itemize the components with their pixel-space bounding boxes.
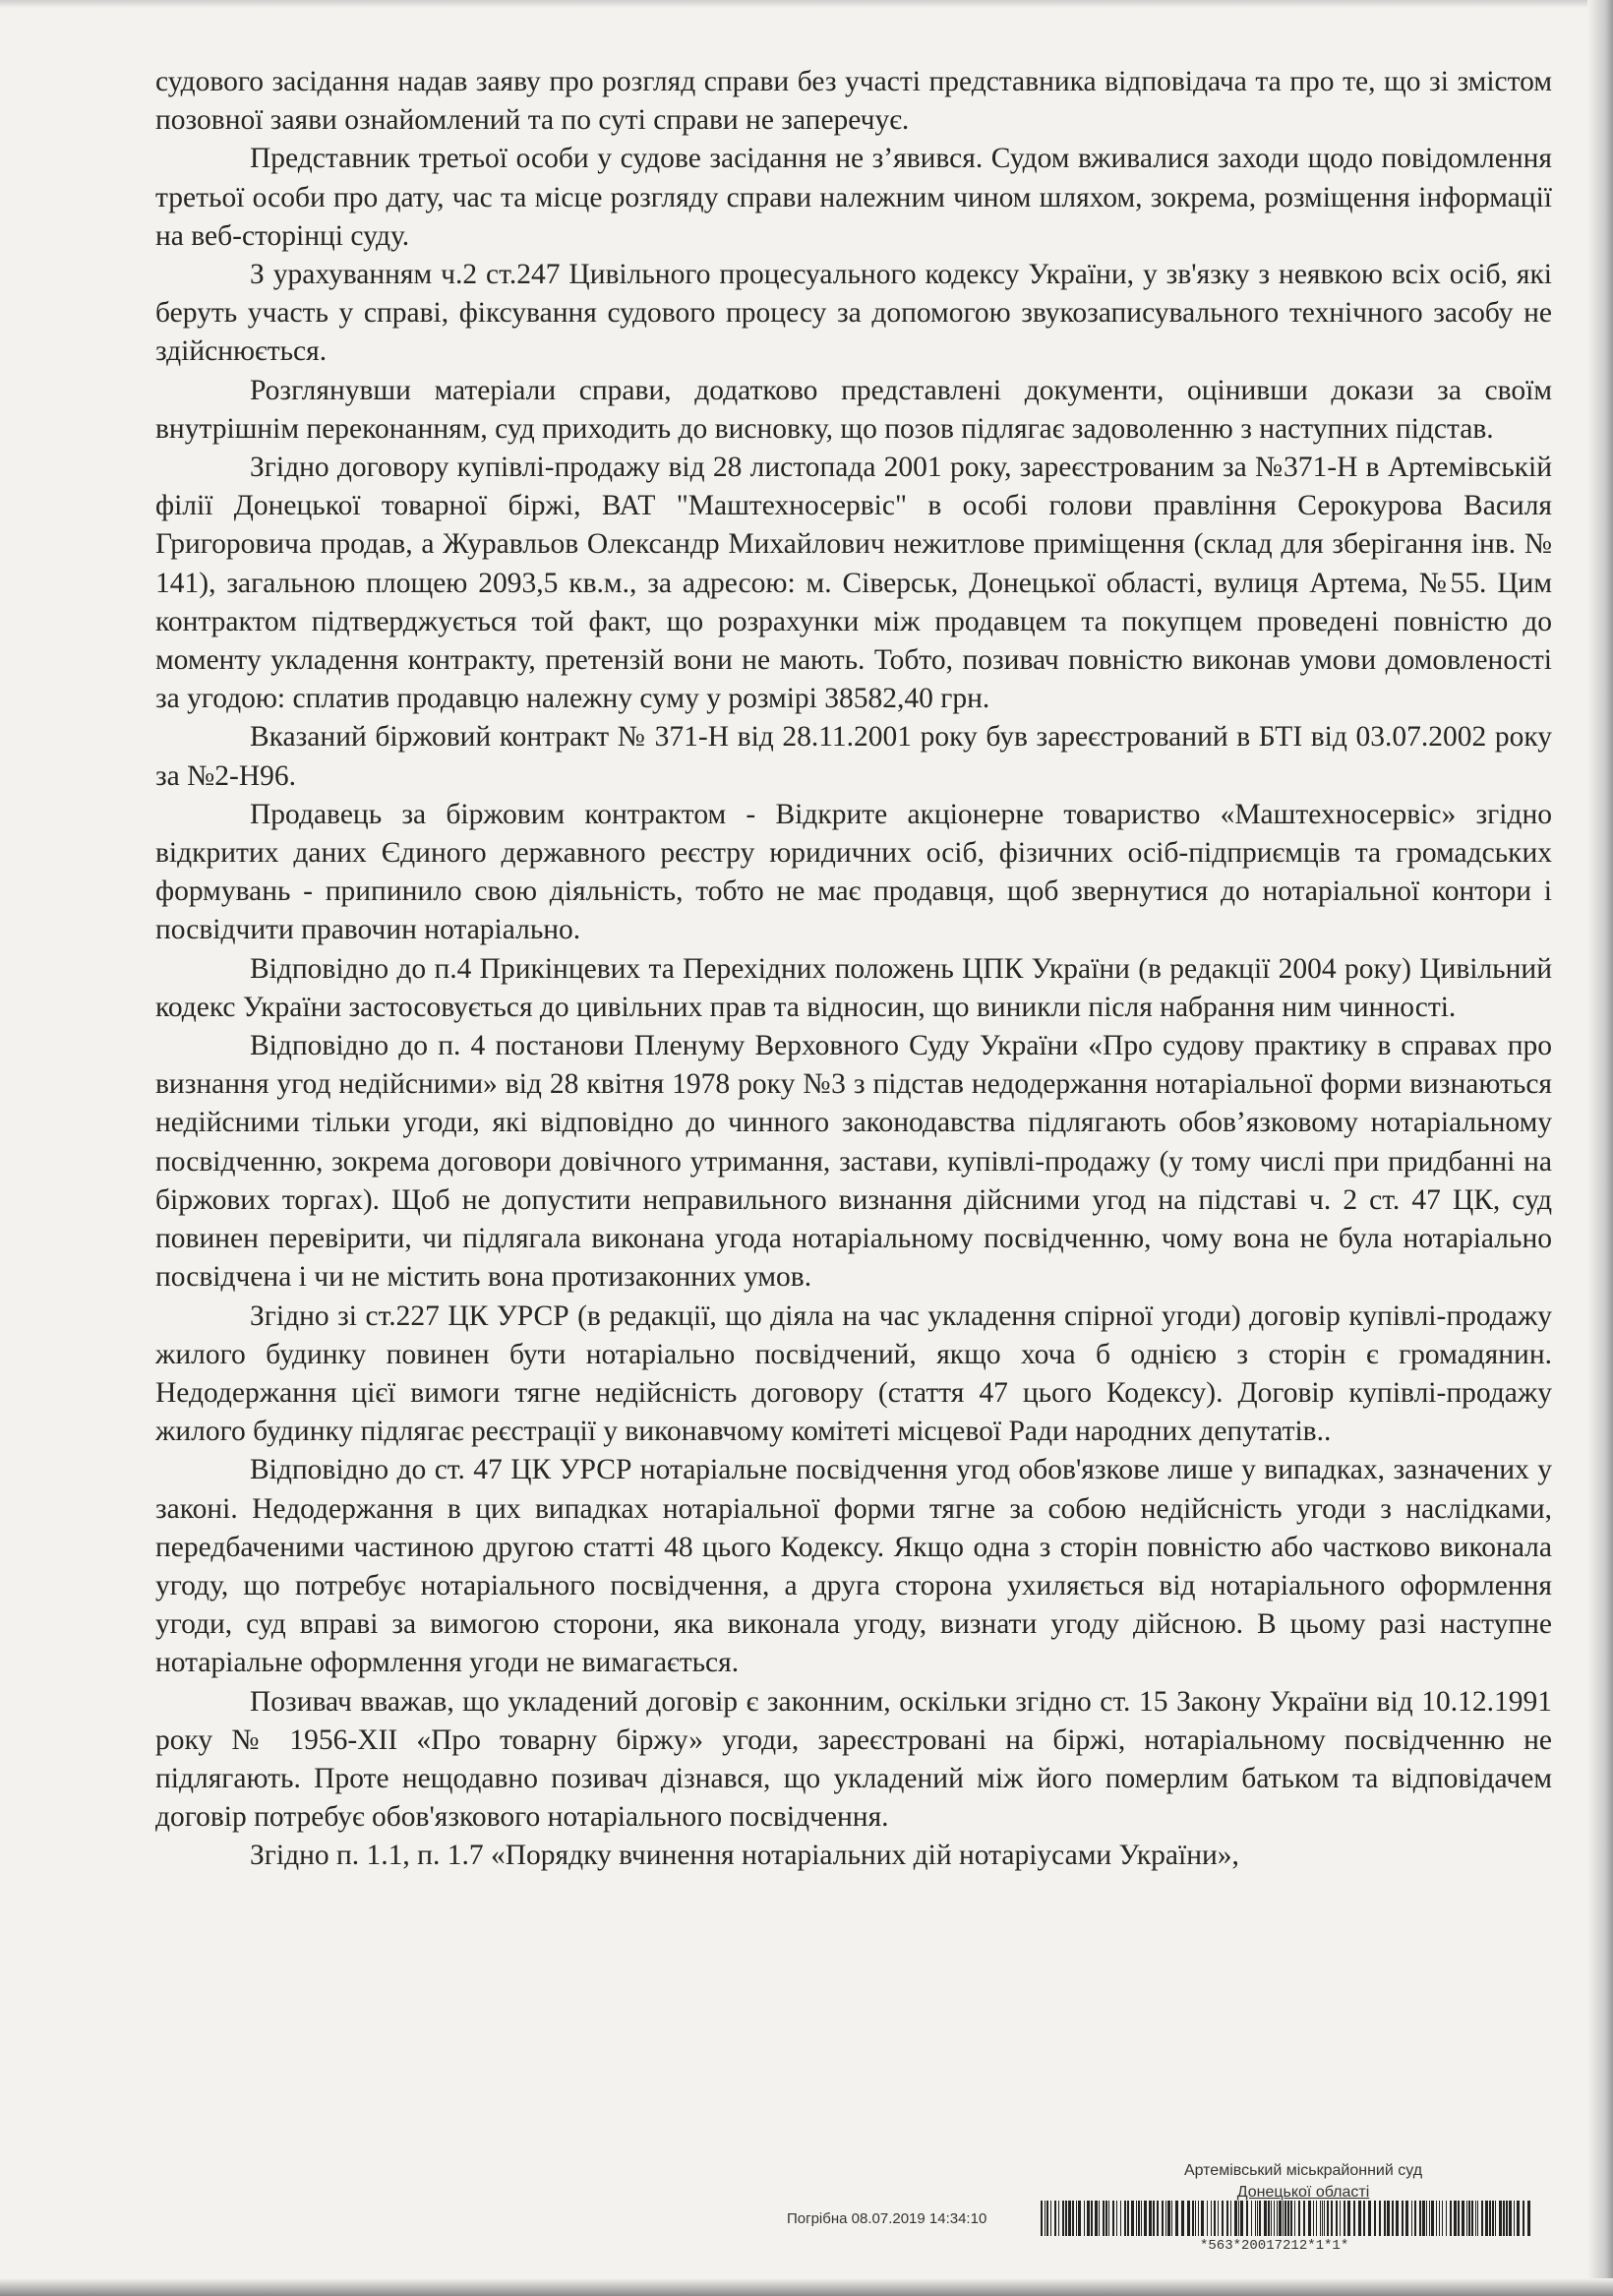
paragraph: Продавець за біржовим контрактом - Відкрите акціонерне товариство «Маштехносервіс» згідно відкритих даних Єдиного державного реєстру юридичних осіб, фізичних осіб-підприємців та громадських формувань - припинило свою діяльність, тобто не має продавця, щоб звернутися до нотаріальної контори і посвідчити правочин нотаріально. [155,798,1552,946]
paragraph: Згідно зі ст.227 ЦК УРСР (в редакції, що діяла на час укладення спірної угоди) договір купівлі-продажу жилого будинку повинен бути нотаріально посвідчений, якщо хоча б однією з сторін є громадянин. Недодержання цієї вимоги тягне недійсність договору (стаття 47 цього Кодексу). Договір купівлі-продажу жилого будинку підлягає реєстрації у виконавчому комітеті місцевої Ради народних депутатів.. [155,1299,1552,1448]
paragraph: Згідно п. 1.1, п. 1.7 «Порядку вчинення нотаріальних дій нотаріусами України», [250,1840,1239,1872]
paragraph: судового засідання надав заяву про розгляд справи без участі представника відповідача та про те, що зі змістом позовної заяви ознайомлений та по суті справи не заперечує. [155,66,1552,137]
scan-edge-top [0,0,1613,8]
scan-edge-right [1587,0,1613,2296]
paragraph: Розглянувши матеріали справи, додатково представлені документи, оцінивши докази за своїм внутрішнім переконанням, суд приходить до висновку, що позов підлягає задоволенню з наступних підстав. [155,374,1552,445]
paragraph: Відповідно до п. 4 постанови Пленуму Верховного Суду України «Про судову практику в справах про визнання угод недійсними» від 28 квітня 1978 року №3 з підстав недодержання нотаріальної форми визнаються недійсними тільки угоди, які відповідно до чинного законодавства підлягають обов’язковому нотаріальному посвідченню, зокрема договори довічного утримання, застави, купівлі-продажу (у тому числі при придбанні на біржових торгах). Щоб не допустити неправильного визнання дійсними угод на підставі ч. 2 ст. 47 ЦК, суд повинен перевірити, чи підлягала виконана угода нотаріальному посвідченню, чому вона не була нотаріально посвідчена і чи не містить вона протизаконних умов. [155,1030,1552,1294]
barcode-code: *563*20017212*1*1* [1200,2238,1349,2254]
paragraph: Представник третьої особи у судове засідання не з’явився. Судом вживалися заходи щодо повідомлення третьої особи про дату, час та місце розгляду справи належним чином шляхом, зокрема, розміщення інформації на веб-сторінці суду. [155,143,1552,252]
paragraph: Вказаний біржовий контракт № 371-Н від 28.11.2001 року був зареєстрований в БТІ від 03.07.2002 року за №2-Н96. [155,721,1552,792]
paragraph: Згідно договору купівлі-продажу від 28 листопада 2001 року, зареєстрованим за №371-Н в Артемівській філії Донецької товарної біржі, ВАТ "Маштехносервіс" в особі голови правління Серокурова Василя Григоровича продав, а Журавльов Олександр Михайлович нежитлове приміщення (склад для зберігання інв. № 141), загальною площею 2093,5 кв.м., за адресою: м. Сіверськ, Донецької області, вулиця Артема, №55. Цим контрактом підтверджується той факт, що розрахунки між продавцем та покупцем проведені повністю до моменту укладення контракту, претензій вони не мають. Тобто, позивач повністю виконав умови домовленості за угодою: сплатив продавцю належну суму у розмірі 38582,40 грн. [155,452,1552,715]
court-stamp [1077,2160,1529,2204]
scan-edge-bottom [0,2278,1613,2296]
barcode-graphic [1041,2201,1532,2236]
court-region: Донецької області [1236,2184,1370,2201]
paragraph: Позивач вважав, що укладений договір є законним, оскільки згідно ст. 15 Закону України від 10.12.1991 року № 1956-XII «Про товарну біржу» угоди, зареєстровані на біржі, нотаріальному посвідченню не підлягають. Проте нещодавно позивач дізнався, що укладений між його померлим батьком та відповідачем договір потребує обов'язкового нотаріального посвідчення. [155,1685,1552,1834]
paragraph: З урахуванням ч.2 ст.247 Цивільного процесуального кодексу України, у зв'язку з неявкою всіх осіб, які беруть участь у справі, фіксування судового процесу за допомогою звукозаписувального технічного засобу не здійснюється. [155,259,1552,368]
registration-date: Погрібна 08.07.2019 14:34:10 [787,2210,987,2227]
paragraph: Відповідно до ст. 47 ЦК УРСР нотаріальне посвідчення угод обов'язкове лише у випадках, зазначених у законі. Недодержання в цих випадках нотаріальної форми тягне за собою недійсність угоди з наслідками, передбаченими частиною другою статті 48 цього Кодексу. Якщо одна з сторін повністю або частково виконала угоду, що потребує нотаріального посвідчення, а друга сторона ухиляється від нотаріального оформлення угоди, суд вправі за вимогою сторони, яка виконала угоду, визнати угоду дійсною. В цьому разі наступне нотаріальне оформлення угоди не вимагається. [155,1454,1552,1679]
footer-registration [787,2201,1534,2260]
document-body [155,63,1552,1876]
court-name: Артемівський міськрайонний суд [1183,2162,1423,2179]
paragraph: Відповідно до п.4 Прикінцевих та Перехідних положень ЦПК України (в редакції 2004 року) Цивільний кодекс України застосовується до цивільних прав та відносин, що виникли після набрання ним чинності. [155,952,1552,1023]
